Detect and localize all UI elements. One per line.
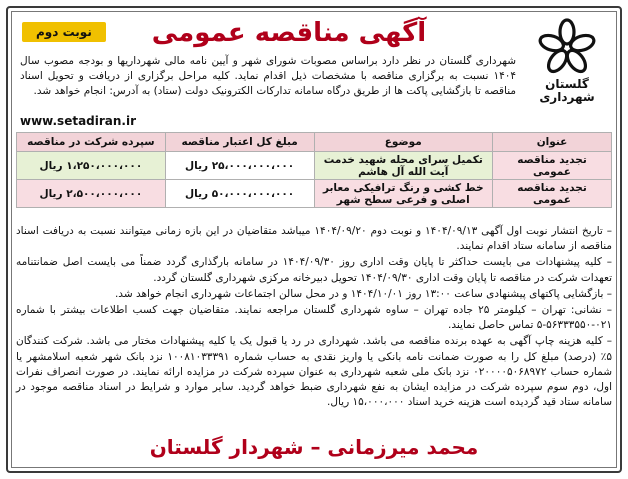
round-badge: نوبت دوم: [22, 22, 106, 42]
header-amount: مبلغ کل اعتبار مناقصه: [165, 133, 314, 152]
body-paragraph: – کلیه هزینه چاپ آگهی به عهده برنده مناقصه می باشد. شهرداری در رد یا قبول یک یا کلیه پیشنهادات مختار می باشد. شرکت کنندگان ۵٪ (درصد) مبلغ کل را به صورت ضمانت نامه بانکی یا واریز نقدی به حساب شماره ۱۰۰۸۱۰۳۳۳۹۱ نزد بانک شهر شعبه اسلامشهر یا شماره حساب ۰۲۰۰۰۰۵۰۶۸۹۷۲ نزد بانک ملی شعبه شهرداری به عنوان سپرده شرکت در مزایده ارائه نمایند. در صورت انصراف نفرات اول، دوم سوم سپرده شرکت در مزایده ایشان به نفع شهرداری ضبط خواهد گردید. سایر موارد و شرایط در اسناد مناقصه موجود در سامانه ستاد قید گردیده است هزینه خرید اسناد ۱۵،۰۰۰،۰۰۰ ریال.: [16, 335, 612, 409]
header-deposit: سپرده شرکت در مناقصه: [17, 133, 166, 152]
body-paragraph: – بازگشایی پاکتهای پیشنهادی ساعت ۱۳:۰۰ روز ۱۴۰۴/۱۰/۰۱ و در محل سالن اجتماعات شهرداری انجام خواهد شد.: [114, 287, 612, 300]
flower-logo-icon: [538, 18, 596, 78]
table-row: [17, 152, 612, 180]
body-paragraph: – تاریخ انتشار نوبت اول آگهی ۱۴۰۴/۰۹/۱۳ و نوبت دوم ۱۴۰۴/۰۹/۲۰ میباشد متقاضیان در این بازه زمانی میتوانند نسبت به دریافت اسناد مناقصه از سامانه ستاد اقدام نمایند.: [16, 225, 612, 253]
header-subject: موضوع: [314, 133, 493, 152]
logo-org-name: شهرداری: [539, 90, 595, 104]
table-row: [17, 180, 612, 208]
body-paragraph: – کلیه پیشنهادات می بایست حداکثر تا پایان وقت اداری روز ۱۴۰۴/۰۹/۳۰ در سامانه بارگذاری گردد ضمناً می بایست اصل ضمانتنامه تعهدات شرکت در مناقصه تا پایان وقت اداری ۱۴۰۴/۰۹/۳۰ تحویل دبیرخانه مرکزی شهرداری گلستان گردد.: [16, 256, 612, 284]
intro-text: شهرداری گلستان در نظر دارد براساس مصوبات شورای شهر و آیین نامه مالی شهرداریها و بودجه مصوب سال ۱۴۰۴ نسبت به برگزاری مناقصه با مشخصات ذیل اقدام نماید. کلیه مراحل برگزاری از دریافت و تحویل اسناد مناقصه تا بازگشایی پاکت ها از طریق درگاه سامانه تدارکات الکترونیک دولت (ستاد) به آدرس:: [20, 55, 516, 97]
mayor-signature: محمد میرزمانی – شهردار گلستان: [149, 435, 479, 459]
intro-paragraph: [20, 54, 516, 99]
notice-title: آگهی مناقصه عمومی: [151, 18, 427, 48]
cell-title: تجدید مناقصه عمومی: [493, 152, 612, 180]
cell-subject: تکمیل سرای محله شهید خدمت آیت الله آل هاشم: [314, 152, 493, 180]
tender-table: [16, 132, 612, 208]
municipality-logo: [524, 18, 610, 116]
cell-amount: ۵۰،۰۰۰،۰۰۰،۰۰۰ ریال: [165, 180, 314, 208]
cell-subject: خط کشی و رنگ ترافیکی معابر اصلی و فرعی سطح شهر: [314, 180, 493, 208]
intro-tail: انجام خواهد شد.: [33, 85, 107, 97]
cell-deposit: ۲،۵۰۰،۰۰۰،۰۰۰ ریال: [17, 180, 166, 208]
setad-url-link[interactable]: www.setadiran.ir: [20, 114, 137, 128]
cell-deposit: ۱،۲۵۰،۰۰۰،۰۰۰ ریال: [17, 152, 166, 180]
header-title: عنوان: [493, 133, 612, 152]
notice-body: [16, 224, 612, 411]
notice-content: [16, 14, 612, 467]
cell-title: تجدید مناقصه عمومی: [493, 180, 612, 208]
body-paragraph: – نشانی: تهران – کیلومتر ۲۵ جاده تهران – ساوه شهرداری گلستان مراجعه نمایند. متقاضیان جهت کسب اطلاعات بیشتر با شماره ۰۲۱-۵۶۳۳۳۵۵۰-۵ تماس حاصل نمایند.: [16, 304, 612, 332]
table-header-row: [17, 133, 612, 152]
logo-city-name: گلستان: [545, 77, 589, 91]
cell-amount: ۲۵،۰۰۰،۰۰۰،۰۰۰ ریال: [165, 152, 314, 180]
